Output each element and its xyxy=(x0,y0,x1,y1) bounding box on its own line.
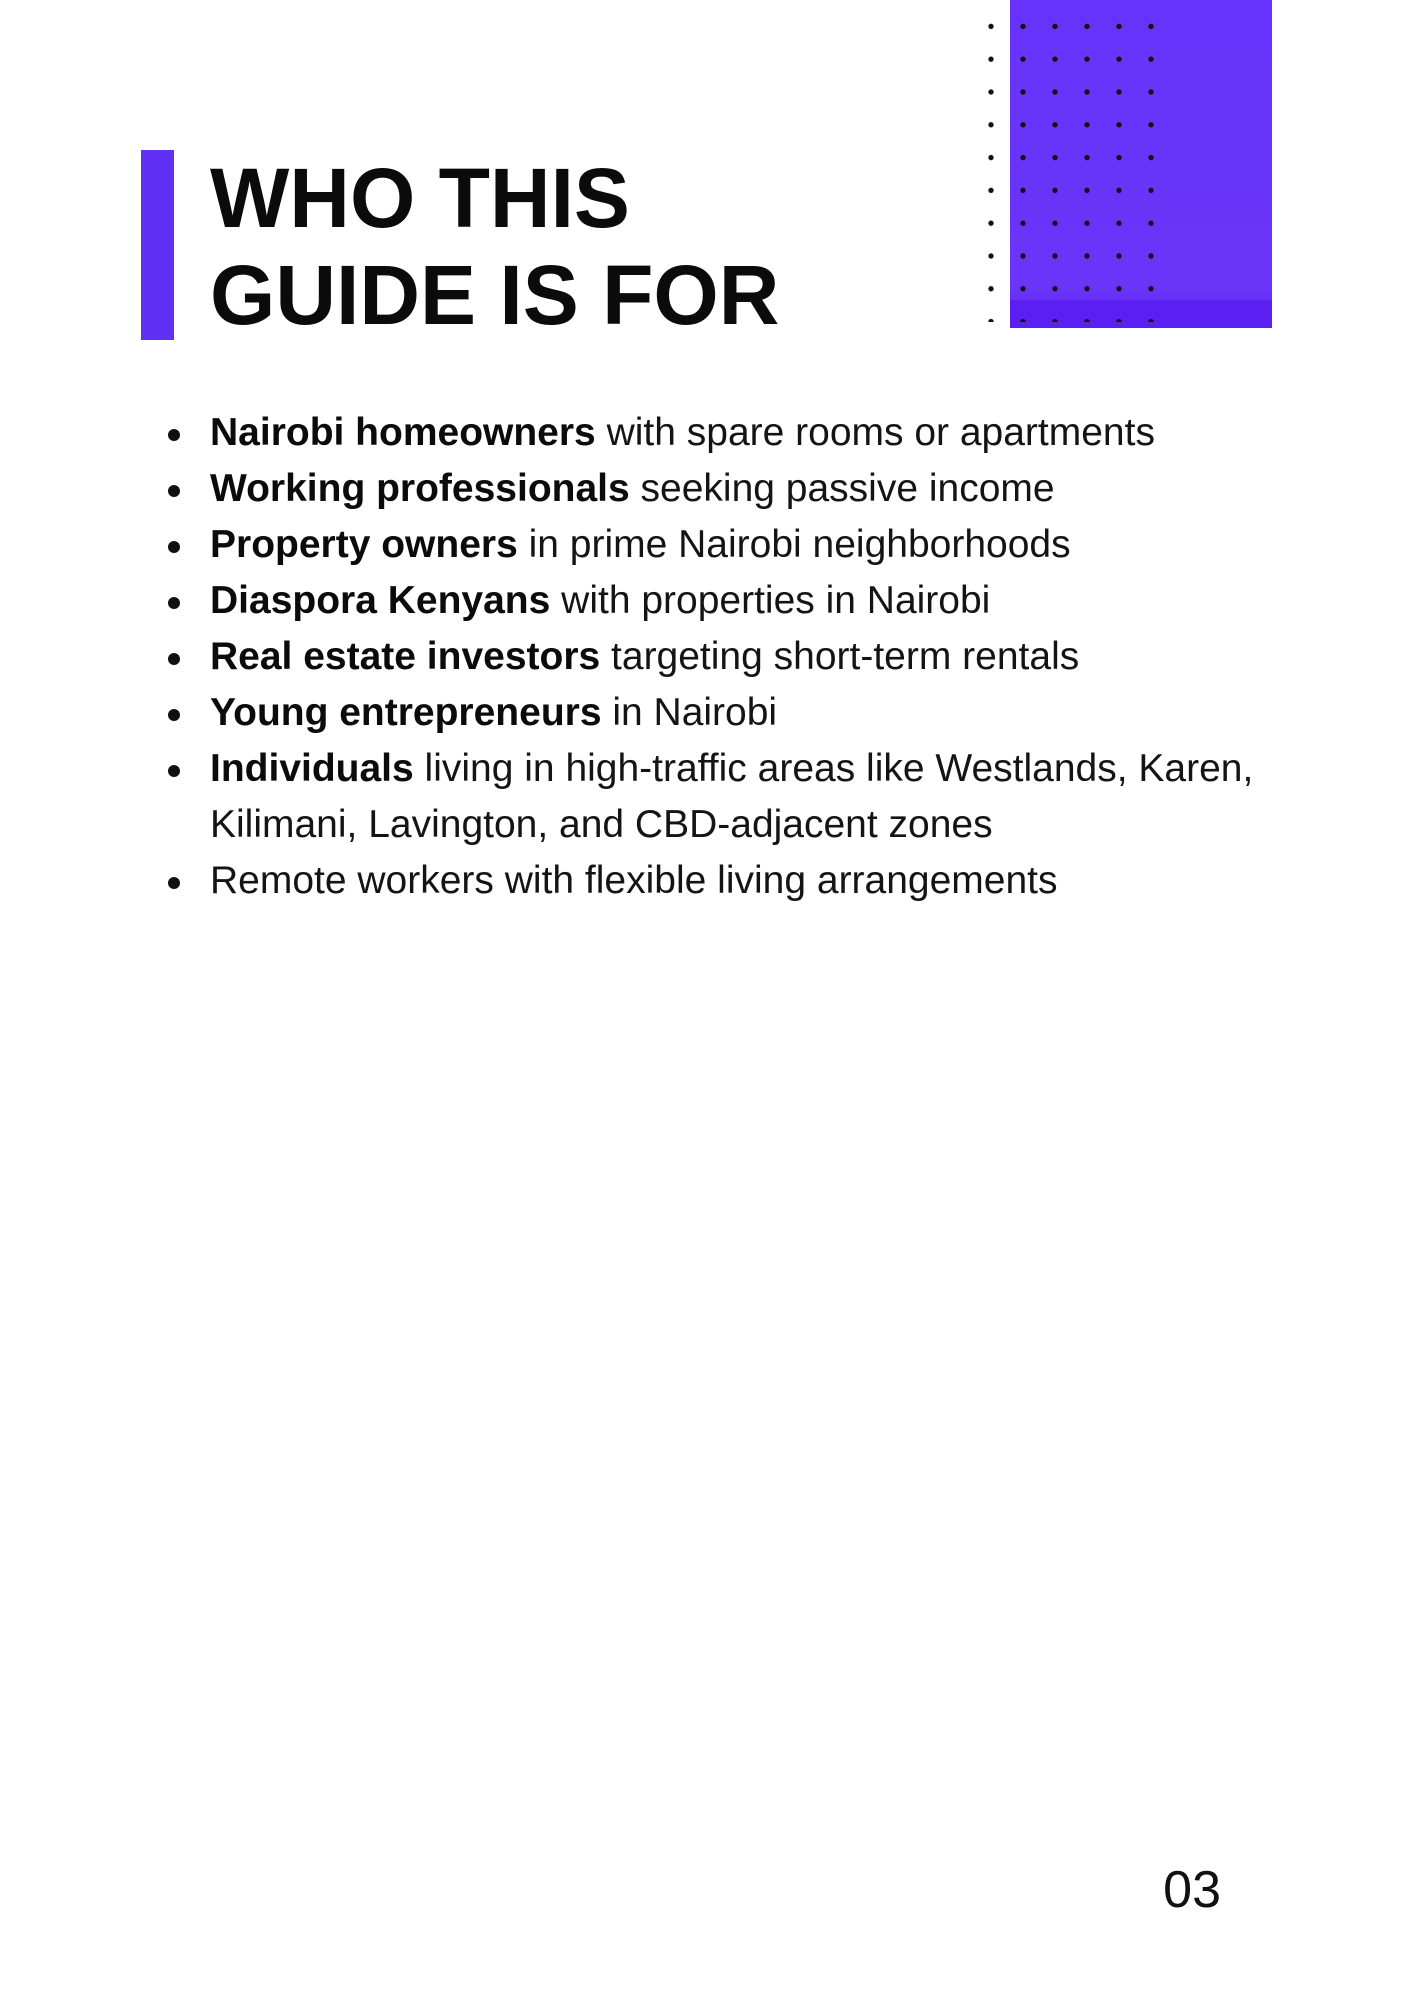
page-number: 03 xyxy=(1163,1861,1221,1919)
list-item xyxy=(210,461,1290,517)
list-item-text: with properties in Nairobi xyxy=(550,579,991,622)
list-item-strong: Property owners xyxy=(210,523,518,566)
list-item-text: Remote workers with flexible living arrangements xyxy=(210,859,1058,902)
page-title-line-2: GUIDE IS FOR xyxy=(210,248,780,342)
audience-list xyxy=(210,405,1290,909)
list-item-strong: Diaspora Kenyans xyxy=(210,579,551,622)
list-item xyxy=(210,741,1290,853)
list-item-strong: Young entrepreneurs xyxy=(210,691,602,734)
list-item-text: targeting short-term rentals xyxy=(600,635,1080,678)
list-item xyxy=(210,629,1290,685)
page-title xyxy=(210,150,779,344)
page-title-line-1: WHO THIS xyxy=(210,151,630,245)
decorative-dot-grid xyxy=(975,10,1155,322)
list-item xyxy=(210,573,1290,629)
list-item-text: in prime Nairobi neighborhoods xyxy=(517,523,1071,566)
list-item-strong: Working professionals xyxy=(210,467,630,510)
list-item-text: in Nairobi xyxy=(601,691,778,734)
list-item-text: living in high-traffic areas like Westlands, Karen, Kilimani, Lavington, and CBD-adjacent zones xyxy=(210,747,1254,846)
list-item xyxy=(210,517,1290,573)
list-item-strong: Individuals xyxy=(210,747,414,790)
heading-accent-bar xyxy=(141,150,174,340)
list-item-text: with spare rooms or apartments xyxy=(595,411,1155,454)
list-item-text: seeking passive income xyxy=(629,467,1055,510)
list-item xyxy=(210,685,1290,741)
list-item-strong: Real estate investors xyxy=(210,635,601,678)
list-item xyxy=(210,853,1290,909)
list-item-strong: Nairobi homeowners xyxy=(210,411,596,454)
list-item xyxy=(210,405,1290,461)
